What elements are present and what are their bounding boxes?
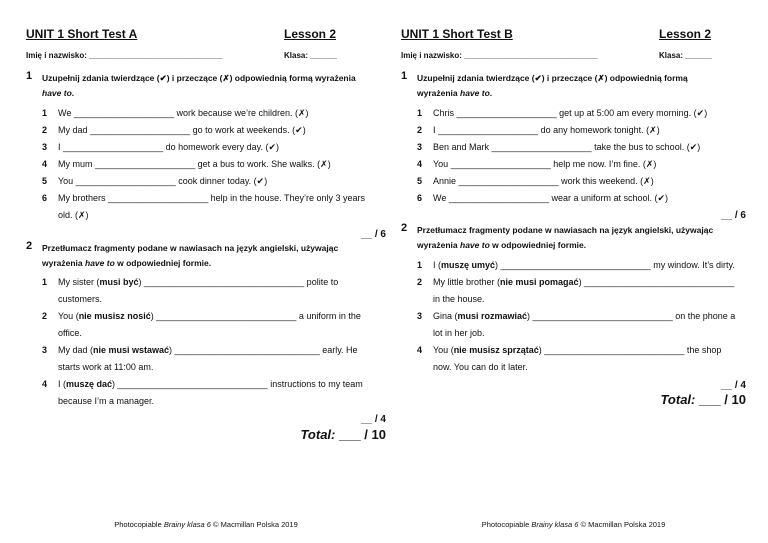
test-b-task2-items — [417, 257, 746, 376]
list-item: 3 Gina (musi rozmawiać) ____________________________ on the phone a lot in her job. — [417, 311, 736, 338]
test-b-title: UNIT 1 Short Test B — [401, 27, 513, 41]
test-a-footer: Photocopiable Brainy klasa 6 © Macmillan Polska 2019 — [114, 520, 298, 529]
list-item: 1 I (muszę umyć) ______________________________ my window. It’s dirty. — [417, 260, 735, 270]
list-item: 4 My mum ____________________ get a bus to work. She walks. (✗) — [42, 159, 331, 169]
list-item: 6 We ____________________ wear a uniform at school. (✔) — [417, 193, 669, 203]
test-a-task1-score: __ / 6 — [360, 229, 386, 240]
test-b-header — [401, 27, 746, 43]
test-a-task2-score: __ / 4 — [360, 414, 386, 425]
test-b-task1-score: __ / 6 — [720, 210, 746, 221]
test-a-class-label: Klasa: ______ — [284, 51, 337, 60]
test-b-name-label: Imię i nazwisko: ______________________________ — [401, 51, 598, 60]
task-number: 2 — [26, 240, 33, 252]
task-instruction: Przetłumacz fragmenty podane w nawiasach na język angielski, używając wyrażenia have to w odpowiedniej formie. — [42, 243, 339, 268]
task-instruction: Uzupełnij zdania twierdzące (✔) i przeczące (✗) odpowiednią formą wyrażenia have to. — [42, 73, 356, 98]
test-b-column — [401, 0, 746, 543]
list-item: 1 My sister (musi być) ________________________________ polite to customers. — [42, 277, 339, 304]
test-a-total: Total: ___ / 10 — [300, 427, 386, 442]
test-a-title: UNIT 1 Short Test A — [26, 27, 138, 41]
list-item: 2 You (nie musisz nosić) ____________________________ a uniform in the office. — [42, 311, 361, 338]
task-number: 1 — [401, 70, 408, 82]
test-b-task1-items — [417, 105, 746, 207]
test-b-footer: Photocopiable Brainy klasa 6 © Macmillan Polska 2019 — [481, 520, 666, 529]
test-b-task2-score: __ / 4 — [720, 380, 746, 391]
test-a-task2-items — [42, 274, 386, 410]
task-number: 2 — [401, 222, 408, 234]
list-item: 4 I (muszę dać) ______________________________ instructions to my team because I’m a manager. — [42, 379, 363, 406]
test-b-class-label: Klasa: ______ — [659, 51, 712, 60]
list-item: 6 My brothers ____________________ help in the house. They’re only 3 years old. (✗) — [42, 193, 366, 220]
list-item: 3 Ben and Mark ____________________ take the bus to school. (✔) — [417, 142, 701, 152]
test-a-lesson: Lesson 2 — [284, 27, 337, 41]
list-item: 4 You (nie musisz sprzątać) ____________________________ the shop now. You can do it later. — [417, 345, 722, 372]
list-item: 3 My dad (nie musi wstawać) _____________________________ early. He starts work at 11:00 am. — [42, 345, 358, 372]
task-number: 1 — [26, 70, 33, 82]
list-item: 1 Chris ____________________ get up at 5:00 am every morning. (✔) — [417, 108, 708, 118]
list-item: 1 We ____________________ work because we’re children. (✗) — [42, 108, 309, 118]
list-item: 2 My dad ____________________ go to work at weekends. (✔) — [42, 125, 306, 135]
test-a-column — [26, 0, 386, 543]
list-item: 2 I ____________________ do any homework tonight. (✗) — [417, 125, 660, 135]
test-b-lesson: Lesson 2 — [659, 27, 712, 41]
test-a-task1-items — [42, 105, 386, 224]
list-item: 2 My little brother (nie musi pomagać) ______________________________ in the house. — [417, 277, 735, 304]
task-instruction: Uzupełnij zdania twierdzące (✔) i przeczące (✗) odpowiednią formą wyrażenia have to. — [417, 73, 688, 98]
list-item: 5 Annie ____________________ work this weekend. (✗) — [417, 176, 654, 186]
test-b-total: Total: ___ / 10 — [660, 392, 746, 407]
list-item: 5 You ____________________ cook dinner today. (✔) — [42, 176, 268, 186]
list-item: 4 You ____________________ help me now. I’m fine. (✗) — [417, 159, 657, 169]
test-a-header — [26, 27, 386, 43]
list-item: 3 I ____________________ do homework every day. (✔) — [42, 142, 280, 152]
task-instruction: Przetłumacz fragmenty podane w nawiasach na język angielski, używając wyrażenia have to w odpowiedniej formie. — [417, 225, 714, 250]
test-a-name-label: Imię i nazwisko: ______________________________ — [26, 51, 223, 60]
